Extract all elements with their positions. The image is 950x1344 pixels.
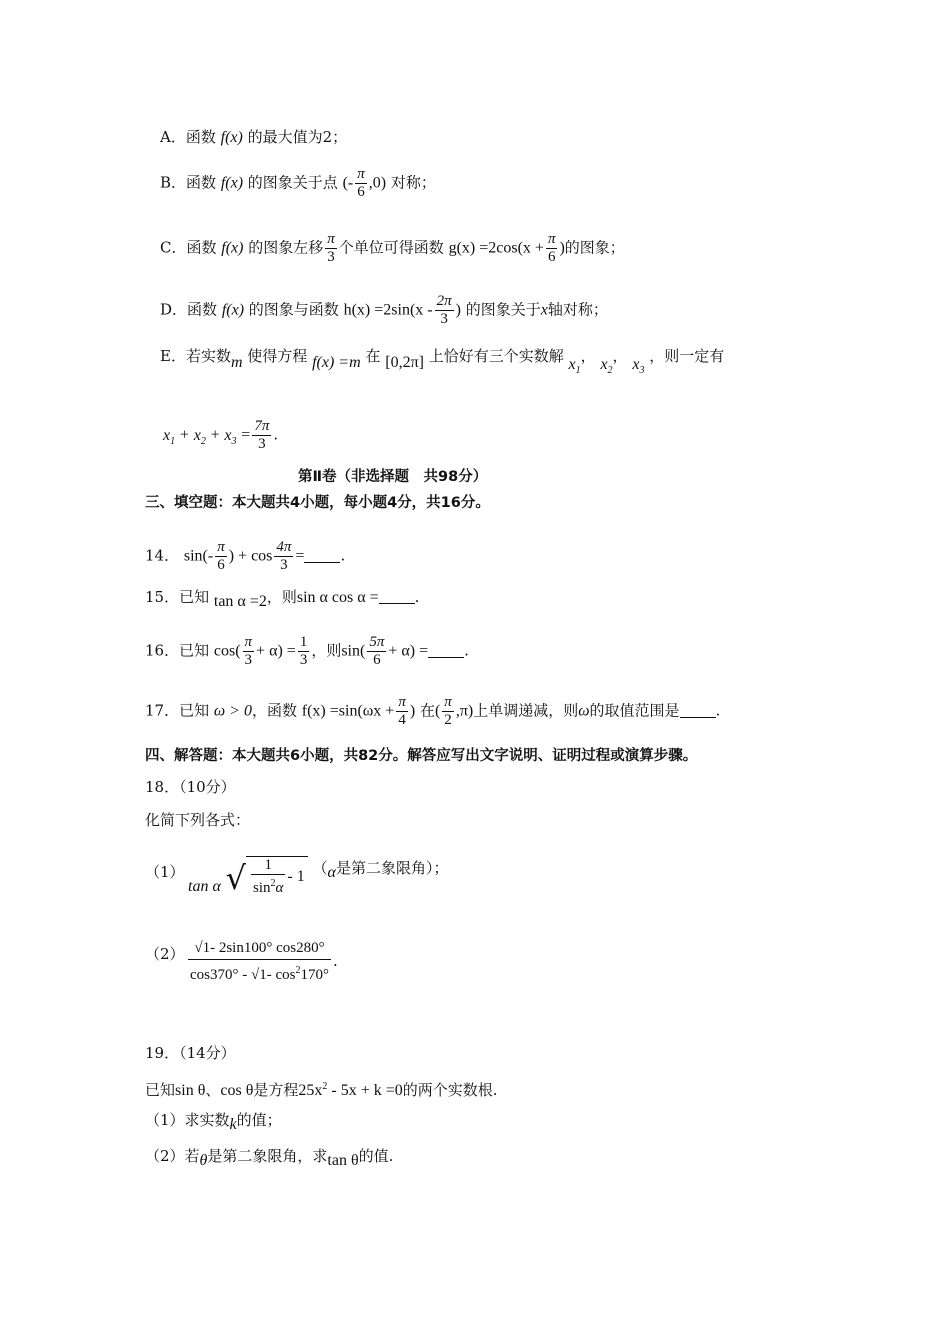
answer-blank[interactable] [304,548,340,563]
part-1-text: （1）求实数 [145,1111,230,1129]
q18-fraction [251,857,285,897]
option-b-fx: f(x) [220,174,244,192]
option-b [160,166,436,201]
period: . [332,952,338,970]
fraction-denominator: 6 [547,249,556,265]
x1-term [163,426,176,447]
option-b-prefix: B．函数 [160,173,217,192]
q15-condition: tan α =2 [213,593,267,610]
question-number: 15．已知 [145,588,210,606]
question-18-part-1-expression [188,856,448,897]
question-19-part-1 [145,1110,282,1135]
part-two-title: 第Ⅱ卷（非选择题 共98分） [298,469,488,485]
x-var: x [224,426,232,444]
x-subscript: 3 [231,435,237,447]
option-d-text: 的图象关于 [465,300,541,319]
x-var: x [600,356,608,373]
option-d-hx: h(x) =2sin(x - [343,301,433,319]
fraction-numerator: π [444,694,452,710]
q17-interval-end: ,π) [455,702,474,720]
option-e-x3 [632,356,645,376]
q16-fraction-3 [367,634,386,669]
q16-equals-2: + α) = [388,642,429,660]
q14-fraction-1 [215,539,227,574]
question-18-part-1 [145,862,185,882]
fraction-numerator: π [217,539,225,555]
fraction-numerator: √1- 2sin100° cos280° [188,940,331,960]
part-2-mid: 是第二象限角，求 [207,1147,328,1165]
fraction-denominator: 3 [299,652,308,668]
period: . [414,588,420,606]
option-e-mid: 使得方程 [247,347,308,365]
option-c-fraction-1 [325,231,337,266]
q17-function: f(x) =sin(ωx + [301,702,395,720]
option-d-fraction [435,293,454,328]
quadratic-equation [298,1082,402,1099]
equation-rest: - 5x + k =0 [331,1082,403,1099]
fraction-numerator: 1 [299,634,308,650]
equation-lead: 25x [298,1082,323,1099]
option-c [160,231,625,266]
section-four-title: 四、解答题：本大题共6小题，共82分。解答应写出文字说明、证明过程或演算步骤。 [145,748,698,764]
option-c-prefix: C．函数 [160,238,217,257]
option-e-mid2: 上恰好有三个实数解 [428,347,564,365]
option-e-m: m [230,354,243,371]
option-b-text: 对称； [390,173,436,192]
tan-alpha: tan α [188,878,221,895]
fraction-denominator: 3 [440,311,448,327]
fraction-numerator: 1 [251,857,285,875]
answer-blank[interactable] [428,643,464,658]
separator: 、 [205,1081,221,1099]
answer-blank[interactable] [379,589,415,604]
question-18-intro: 化简下列各式： [145,811,251,829]
square-exponent: 2 [270,878,276,889]
q16-cos: cos( [213,642,241,660]
plus-sign: + [210,426,220,444]
option-c-gx: g(x) =2cos(x + [448,239,544,257]
fraction-denominator: 6 [217,557,225,573]
question-19-part-2 [145,1146,393,1171]
x-var: x [163,426,171,444]
section-three-title: 三、填空题：本大题共4小题，每小题4分，共16分。 [145,495,490,511]
known-label: 已知 [145,1081,176,1099]
q17-text: 上单调递减，则 [473,701,579,720]
fraction-denominator: 2 [444,712,452,728]
note-text: 是第二象限角）； [335,859,449,877]
question-number: 14． [145,546,180,565]
option-c-fx: f(x) [221,239,244,257]
fraction-denominator: 4 [398,712,406,728]
option-c-text: 的图象； [564,238,625,257]
alpha-symbol: α [275,880,284,896]
q16-fraction-2 [298,634,310,669]
note-open: （ [312,859,328,877]
option-e-conclusion [163,418,278,453]
option-d-text2: 轴对称； [547,300,608,319]
equation-label: 是方程 [253,1081,299,1099]
tan-theta: tan θ [327,1152,359,1169]
q16-fraction-1 [243,634,255,669]
fraction-numerator: 4π [276,539,292,555]
option-e: E．若实数m 使得方程 f(x) =m 在 [0,2π] 上恰好有三个实数解 $x_1$， $x_2$， $x_3$ ，则一定有 [160,347,725,376]
question-18-header: 18．（10分） [145,778,236,796]
q17-omega-condition: ω > 0 [213,702,252,720]
fraction-numerator: π [547,231,556,247]
omega-symbol: ω [578,702,590,720]
option-d-fx: f(x) [221,301,245,319]
equals-sign: = [295,547,305,565]
question-number: 17．已知 [145,701,210,720]
option-a-prefix: A．函数 [160,128,216,146]
question-18-part-2-expression [186,940,338,984]
question-19-header: 19．（14分） [145,1044,236,1062]
period: . [273,425,279,444]
option-e-x1 [568,356,581,376]
option-b-mid: 的图象关于点 [247,173,338,192]
roots-text: 的两个实数根. [402,1081,498,1099]
period: . [715,701,721,720]
option-b-open: (- [342,174,354,192]
option-d-mid: 的图象与函数 [248,300,339,319]
fraction-numerator: π [327,231,335,247]
x-subscript: 2 [200,435,206,447]
sin-theta: sin θ [175,1082,206,1099]
option-c-close: ) [559,239,565,257]
question-17 [145,694,720,729]
period: . [464,641,469,660]
q14-sin: sin(- [183,547,214,565]
k-variable: k [229,1116,237,1133]
period: . [340,546,346,565]
option-d [160,293,608,328]
question-18-part-2 [145,944,185,964]
option-d-close: ) [455,301,461,319]
equals-sign: = [241,426,251,444]
fraction-denominator [188,960,331,984]
cos-theta: cos θ [220,1082,254,1099]
q15-then: ，则 [266,588,297,606]
option-d-x: x [540,301,548,319]
fraction-numerator: π [357,166,365,182]
question-19-statement [145,1077,498,1101]
x-subscript: 1 [170,435,176,447]
square-exponent: 2 [322,1081,328,1092]
open-paren: ( [434,702,441,720]
part-label: （2） [145,945,185,963]
x-subscript: 1 [575,365,581,376]
fraction-denominator: 3 [258,436,266,452]
fraction-numerator: 5π [369,634,385,650]
sin-label: sin [253,880,271,896]
alpha-symbol: α [327,864,336,881]
option-c-mid: 的图象左移 [248,238,324,257]
answer-blank[interactable] [680,703,716,718]
option-e-in: 在 [365,347,381,365]
option-d-prefix: D．函数 [160,300,218,319]
x-var: x [632,356,640,373]
x3-term [224,426,237,447]
option-b-close: ,0) [368,174,387,192]
part-label: （1） [145,863,185,881]
part-2-text: （2）若 [145,1147,200,1165]
question-number: 16．已知 [145,641,210,660]
option-e-interval: [0,2π] [385,354,424,371]
q17-function-label: ，函数 [251,701,297,720]
option-c-mid2: 个单位可得函数 [338,238,444,257]
question-14 [145,539,345,574]
minus-one: - 1 [287,868,305,885]
q17-fraction-1 [396,694,408,729]
option-b-fraction [355,166,367,201]
q14-fraction-2 [274,539,293,574]
plus-sign: + [179,426,189,444]
q16-sin: sin( [341,642,366,660]
fraction-denominator: 6 [357,184,365,200]
fraction-denominator: 3 [244,652,253,668]
q15-expression: sin α cos α = [296,589,379,606]
q17-fraction-2 [442,694,454,729]
denominator-angle: 170° [300,967,329,983]
fraction-numerator: π [398,694,406,710]
part-1-end: 的值； [236,1111,282,1129]
option-c-fraction-2 [546,231,558,266]
x-var: x [568,356,576,373]
part-2-end: 的值. [358,1147,394,1165]
question-15 [145,587,419,612]
x-var: x [193,426,201,444]
q18-part2-fraction [188,940,331,984]
x2-term [193,426,206,447]
q17-text-2: 的取值范围是 [589,701,680,720]
option-a-text: 的最大值为2； [247,128,348,146]
fraction-numerator: π [244,634,253,650]
fraction-denominator: 3 [327,249,335,265]
theta-symbol: θ [199,1152,208,1169]
denominator-text: cos370° - √1- cos [190,967,296,983]
option-a [160,127,347,148]
seven-pi-third-fraction [252,418,271,453]
fraction-denominator: 3 [280,557,288,573]
option-e-x2 [600,356,613,376]
fraction-numerator: 7π [254,418,270,434]
square-exponent: 2 [295,965,301,976]
fraction-denominator: 6 [373,652,381,668]
question-16 [145,634,469,669]
fraction-numerator: 2π [436,293,452,309]
sqrt-body [246,856,308,897]
q14-cos: ) + cos [228,547,273,565]
q16-then: ，则 [311,641,342,660]
x-subscript: 2 [607,365,613,376]
x-subscript: 3 [639,365,645,376]
q17-in: 在 [419,701,435,720]
q16-equals: + α) = [256,642,296,660]
option-e-end: ，则一定有 [649,347,725,365]
sqrt-symbol: √ [225,859,247,897]
option-a-fx: f(x) [220,129,243,146]
option-e-prefix: E．若实数 [160,347,231,365]
option-e-equation: f(x) =m [312,354,361,371]
close-paren: ) [409,702,416,720]
fraction-denominator [251,875,285,897]
